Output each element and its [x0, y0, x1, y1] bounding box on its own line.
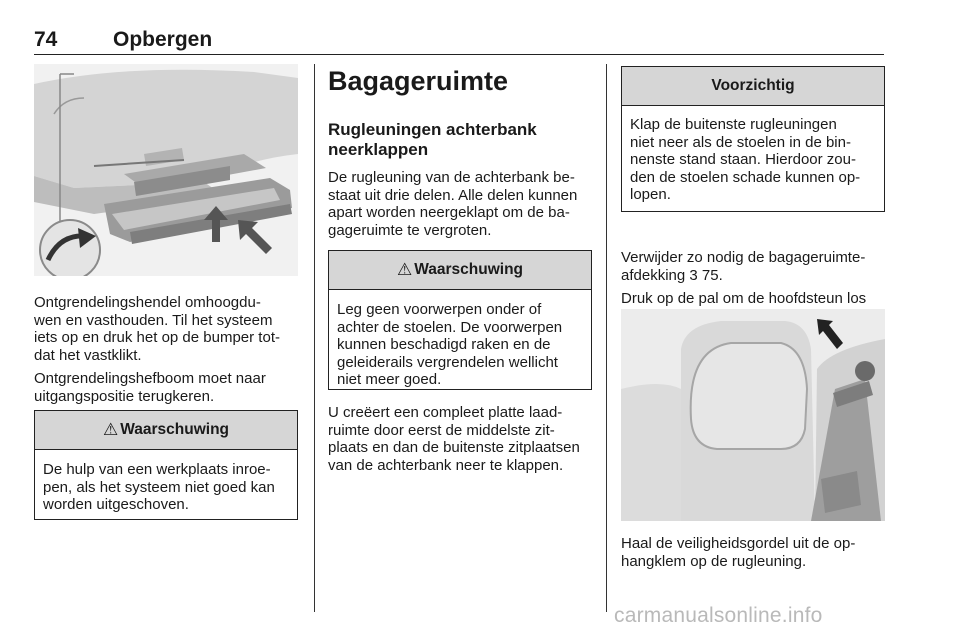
text-line: plaats en dan de buitenste zitplaatsen: [328, 439, 580, 456]
text-line: dat het vastklikt.: [34, 346, 142, 364]
text-line: lopen.: [630, 186, 671, 203]
text-line: niet neer als de stoelen in de bin-: [630, 133, 851, 151]
warning-triangle-icon: ⚠: [102, 420, 119, 439]
chapter-title: Opbergen: [113, 28, 213, 51]
middle-column-text-2: [328, 404, 594, 480]
left-paragraph-1: [34, 294, 302, 364]
text-line: Ontgrendelingshefboom moet naar: [34, 370, 266, 387]
text-line: Druk op de pal om de hoofdsteun los: [621, 290, 867, 307]
text-line: staat uit drie delen. Alle delen kunnen: [328, 186, 578, 204]
text-line: kunnen beschadigd raken en de: [337, 336, 551, 353]
text-line: achter de stoelen. De voorwerpen: [337, 318, 563, 336]
text-line: Ontgrendelingshendel omhoogdu-: [34, 294, 261, 311]
text-line: van de achterbank neer te klappen.: [328, 456, 564, 474]
left-column-text: [34, 294, 302, 411]
left-paragraph-2: [34, 370, 302, 405]
text-line: Haal de veiligheidsgordel uit de op-: [621, 535, 856, 552]
text-line: apart worden neergeklapt om de ba-: [328, 204, 570, 221]
text-line: den de stoelen schade kunnen op-: [630, 168, 861, 186]
caution-box-title: Voorzichtig: [711, 77, 795, 94]
watermark: carmanualsonline.info: [614, 604, 823, 627]
text-line: [621, 267, 887, 285]
warning-box-header: [35, 411, 297, 450]
tow-bar-illustration: [34, 64, 298, 276]
text-line: De rugleuning van de achterbank be-: [328, 169, 575, 186]
column-divider-right: [606, 64, 607, 612]
subsection-title: [328, 120, 594, 160]
text-line: Klap de buitenste rugleuningen: [630, 116, 837, 133]
text-run: afdekking: [621, 266, 690, 284]
page-reference: 75.: [697, 266, 723, 284]
warning-box-header: [329, 251, 591, 290]
text-line: hangklem op de rugleuning.: [621, 552, 807, 570]
text-line: geleiderails vergrendelen wellicht: [337, 353, 558, 371]
warning-box-title: Waarschuwing: [414, 261, 524, 278]
text-line: uitgangspositie terugkeren.: [34, 387, 215, 405]
middle-paragraph-1: [328, 169, 594, 239]
text-line: Verwijder zo nodig de bagageruimte-: [621, 249, 866, 266]
text-line: nenste stand staan. Hierdoor zou-: [630, 151, 856, 168]
tow-bar-drawing: [34, 64, 298, 276]
warning-box-left: [34, 410, 298, 520]
text-line: neerklappen: [328, 140, 429, 159]
page-number: 74: [34, 28, 58, 51]
text-line: ruimte door eerst de middelste zit-: [328, 421, 555, 439]
text-line: wen en vasthouden. Til het systeem: [34, 311, 273, 329]
caution-box-header: [622, 67, 884, 106]
text-line: niet meer goed.: [337, 371, 442, 388]
warning-triangle-icon: ⚠: [396, 260, 413, 279]
headrest-seatbelt-drawing: [621, 309, 885, 521]
text-line: worden uitgeschoven.: [43, 496, 189, 513]
text-line: Leg geen voorwerpen onder of: [337, 301, 542, 318]
text-line: Rugleuningen achterbank: [328, 120, 537, 139]
text-line: iets op en druk het op de bumper tot-: [34, 329, 280, 346]
middle-paragraph-2: [328, 404, 594, 474]
column-divider-left: [314, 64, 315, 612]
warning-box-body: [35, 450, 297, 522]
page-reference-arrow-icon: 3: [689, 266, 698, 284]
text-line: De hulp van een werkplaats inroe-: [43, 461, 271, 478]
right-column-text-2: [621, 535, 887, 576]
warning-box-title: Waarschuwing: [120, 421, 230, 438]
header-rule: [34, 54, 884, 55]
caution-box: [621, 66, 885, 212]
warning-box-body: [329, 290, 591, 397]
text-line: gageruimte te vergroten.: [328, 221, 492, 239]
caution-box-body: [622, 106, 884, 212]
text-line: U creëert een compleet platte laad-: [328, 404, 563, 421]
warning-box-middle: [328, 250, 592, 390]
headrest-seatbelt-illustration: [621, 309, 885, 521]
text-line: pen, als het systeem niet goed kan: [43, 478, 275, 496]
right-paragraph-3: [621, 535, 887, 570]
right-paragraph-1: [621, 249, 887, 284]
section-title: Bagageruimte: [328, 66, 509, 96]
middle-column-text: [328, 66, 594, 245]
